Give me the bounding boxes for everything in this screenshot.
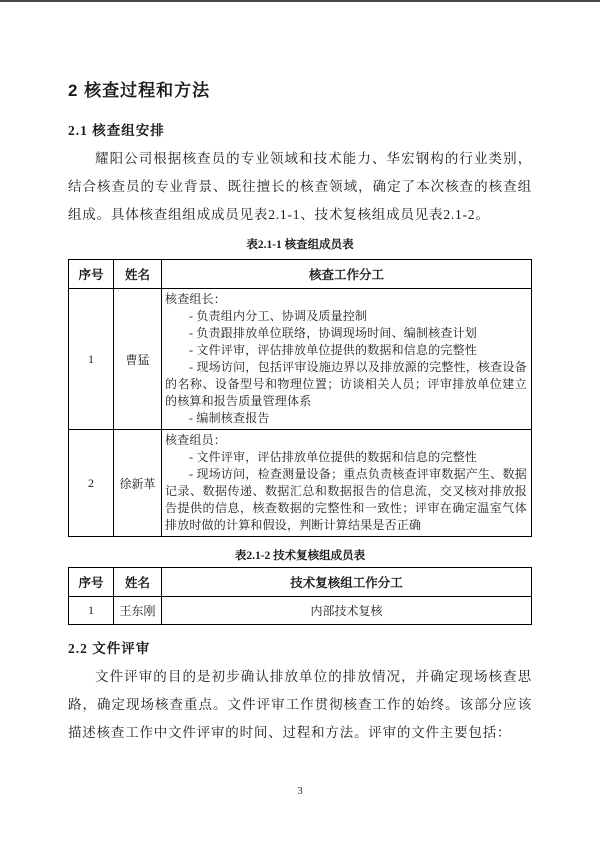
duty-item: - 文件评审，评估排放单位提供的数据和信息的完整性 [189, 450, 477, 464]
table-2-caption: 表2.1-2 技术复核组成员表 [234, 550, 366, 562]
duty-item: - 编制核查报告 [189, 411, 270, 425]
table-header-row [69, 260, 532, 289]
header-cell-no: 序号 [69, 568, 114, 597]
name-cell: 王东刚 [114, 597, 162, 625]
technical-review-table [68, 567, 532, 625]
duty-item: - 文件评审，评估排放单位提供的数据和信息的完整性 [189, 343, 477, 357]
table-header-row [69, 568, 532, 597]
section-heading-2-2: 2.2 文件评审 [68, 641, 151, 656]
header-cell-name: 姓名 [114, 568, 162, 597]
table-row [69, 430, 532, 537]
name-cell: 徐新革 [114, 430, 162, 537]
section-heading-2-1: 2.1 核查组安排 [68, 123, 165, 138]
header-cell-duty: 核查工作分工 [162, 260, 532, 289]
header-cell-duty: 技术复核组工作分工 [162, 568, 532, 597]
name-cell: 曹猛 [114, 289, 162, 430]
row-number-cell: 1 [69, 597, 114, 625]
role-label: 核查组员： [165, 433, 227, 447]
page-number: 3 [297, 785, 303, 797]
table-row [69, 597, 532, 625]
section-2-1-paragraph: 耀阳公司根据核查员的专业领域和技术能力、华宏钢构的行业类别，结合核查员的专业背景、既往擅长的核查领域，确定了本次核查的核查组组成。具体核查组组成成员见表2.1-1、技术复核组成员见表2.1-2。 [68, 151, 532, 222]
role-label: 核查组长： [165, 292, 227, 306]
row-number-cell: 2 [69, 430, 114, 537]
chapter-heading: 2 核查过程和方法 [68, 81, 211, 100]
page-content [68, 2, 532, 747]
duty-item: - 负责组内分工、协调及质量控制 [189, 309, 368, 323]
header-cell-name: 姓名 [114, 260, 162, 289]
duties-cell [162, 430, 532, 537]
duty-item: - 现场访问，包括评审设施边界以及排放源的完整性，核查设备的名称、设备型号和物理位置；访谈相关人员；评审排放单位建立的核算和报告质量管理体系 [165, 360, 527, 408]
duty-item: - 现场访问，检查测量设备；重点负责核查评审数据产生、数据记录、数据传递、数据汇总和数据报告的信息流，交叉核对排放报告提供的信息，核查数据的完整性和一致性；评审在确定温室气体排放时做的计算和假设，判断计算结果是否正确 [165, 467, 527, 532]
duty-cell: 内部技术复核 [162, 597, 532, 625]
table-row [69, 289, 532, 430]
verification-team-table [68, 259, 532, 537]
section-2-2-paragraph: 文件评审的目的是初步确认排放单位的排放情况，并确定现场核查思路，确定现场核查重点。文件评审工作贯彻核查工作的始终。该部分应该描述核查工作中文件评审的时间、过程和方法。评审的文件主要包括： [68, 669, 532, 740]
duties-cell [162, 289, 532, 430]
duty-item: - 负责跟排放单位联络，协调现场时间、编制核查计划 [189, 326, 477, 340]
row-number-cell: 1 [69, 289, 114, 430]
header-cell-no: 序号 [69, 260, 114, 289]
table-1-caption: 表2.1-1 核查组成员表 [246, 239, 354, 251]
